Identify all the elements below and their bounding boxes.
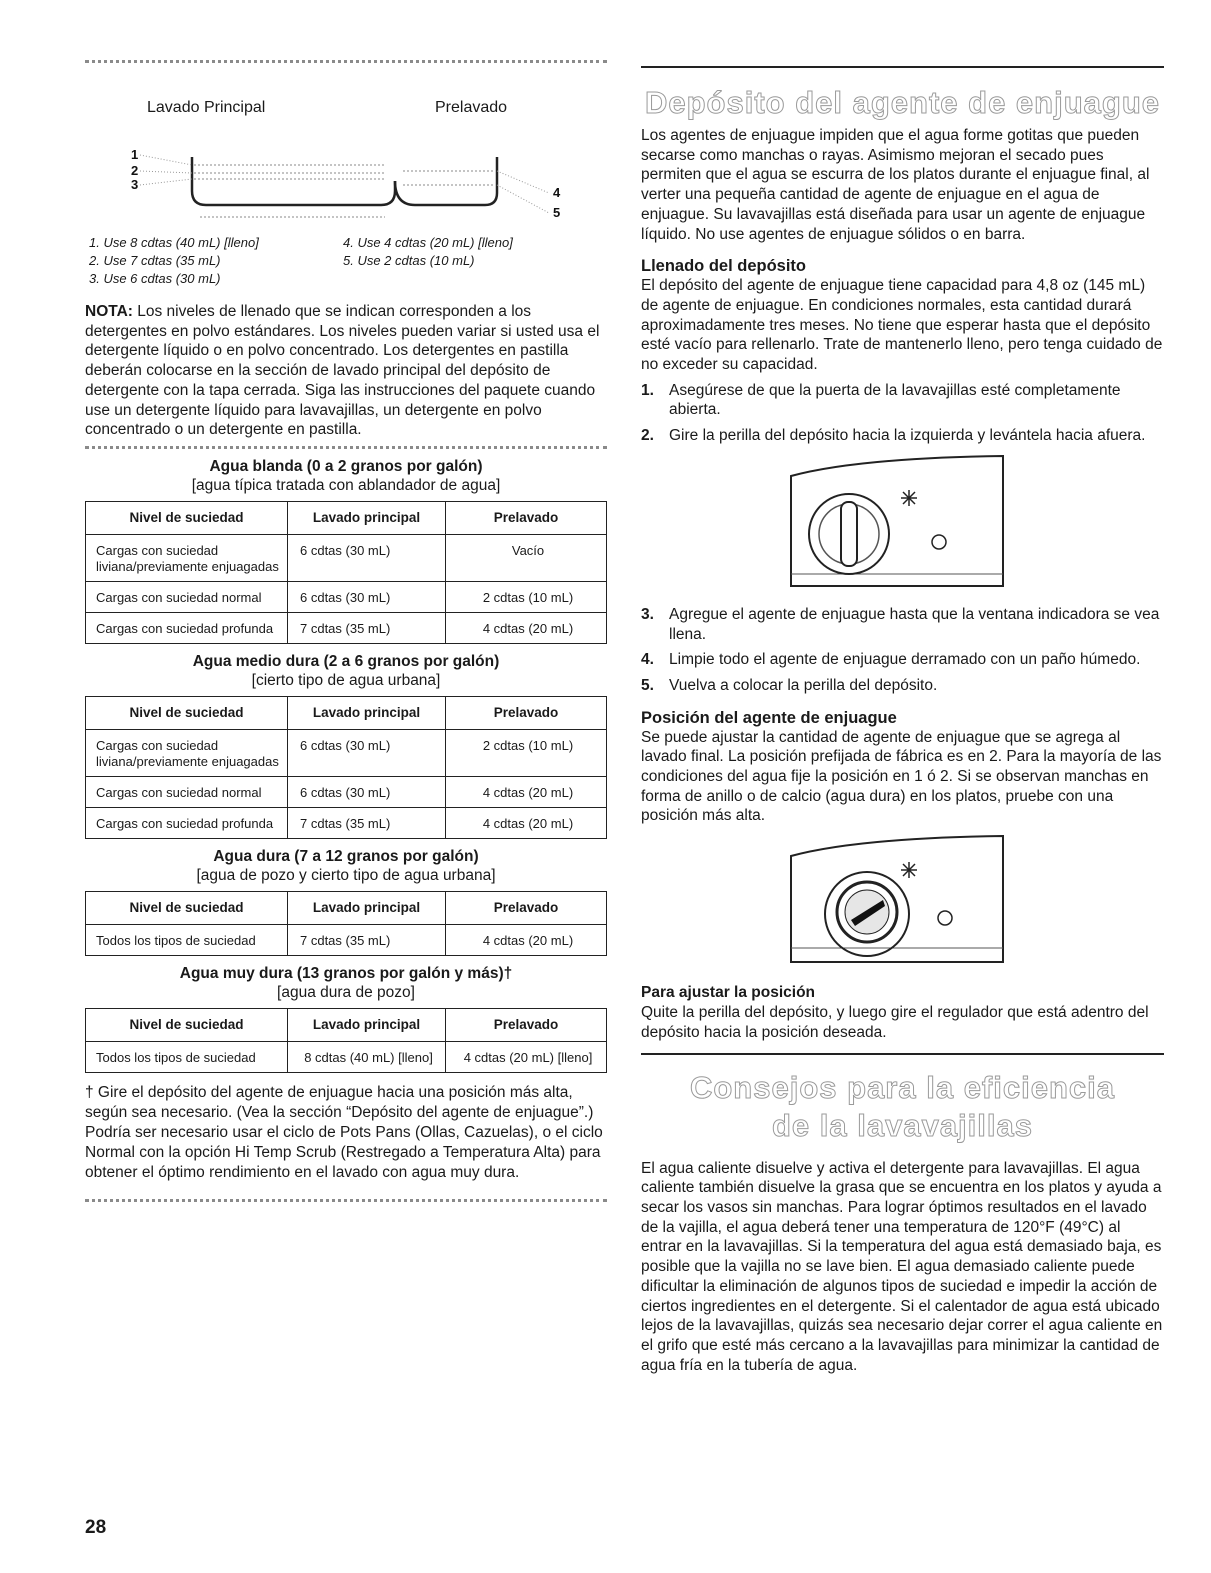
step-4: 4. Limpie todo el agente de enjuague derramado con un paño húmedo.: [641, 651, 1141, 669]
amount-1: 1. Use 8 cdtas (40 mL) [lleno]: [89, 235, 259, 250]
table-row: [86, 729, 607, 776]
step-5: 5. Vuelva a colocar la perilla del depósito.: [641, 676, 938, 694]
marker-4: 4: [553, 185, 561, 200]
table-cell: 6 cdtas (30 mL): [288, 581, 446, 612]
footnote: † Gire el depósito del agente de enjuague hacia una posición más alta, según sea necesario. (Vea la sección “Depósito del agente de enjuague”.) Podría ser necesario usar el ciclo de Pots Pans (Ollas, Cazuelas), o el ciclo Normal con la opción Hi Temp Scrub (Restregado a Temperatura Alta) para obtener el óptimo rendimiento en el lavado con agua muy dura.: [85, 1083, 603, 1181]
nota-text: Los niveles de llenado que se indican corresponden a los detergentes en polvo estándares. Los niveles pueden variar si usted usa el detergente líquido o en polvo concentrado. Los detergentes en pastilla deberán colocarse en la sección de lavado principal del depósito de detergente con la tapa cerrada. Siga las instrucciones del paquete cuando use un detergente líquido para lavavajillas, un detergente en polvo concentrado o un detergente en pastilla.: [85, 303, 600, 439]
nota-label: NOTA:: [85, 303, 133, 320]
amount-2: 2. Use 7 cdtas (35 mL): [89, 253, 221, 268]
table-cell: Cargas con suciedad normal: [86, 581, 288, 612]
indicator-window-icon: [932, 535, 946, 549]
table-title: Agua medio dura (2 a 6 granos por galón): [192, 652, 500, 670]
fill-text: El depósito del agente de enjuague tiene capacidad para 4,8 oz (145 mL) de agente de enjuague. En condiciones normales, esta cantidad durará aproximadamente tres meses. No tiene que esperar hasta que el depósito esté vacío para rellenarlo. Trate de mantenerlo lleno, pero tenga cuidado de no exceder su capacidad.: [641, 277, 1163, 374]
table-subtitle: [cierto tipo de agua urbana]: [251, 671, 441, 689]
table-cell: Todos los tipos de suciedad: [86, 1041, 288, 1072]
column-header-lavado: Lavado principal: [288, 1008, 446, 1041]
steps-list-a: [641, 381, 1164, 446]
amount-3: 3. Use 6 cdtas (30 mL): [89, 271, 221, 286]
dispenser-knob-figure: [787, 454, 1007, 594]
amount-4: 4. Use 4 cdtas (20 mL) [lleno]: [343, 235, 513, 250]
table-title: Agua blanda (0 a 2 granos por galón): [209, 457, 483, 475]
position-text: Se puede ajustar la cantidad de agente de enjuague que se agrega al lavado final. La posición prefijada de fábrica es en 2. Para la mayoría de las condiciones del agua fije la posición en 1 ó 2. Si se observan manchas en forma de anillo o de calcio (agua dura) en los platos, pruebe con una posición más alta.: [641, 728, 1162, 825]
table-title: Agua muy dura (13 granos por galón y más)†: [179, 964, 513, 982]
column-header-prelavado: Prelavado: [446, 891, 607, 924]
table-row: [86, 612, 607, 643]
left-column: [85, 56, 607, 1202]
table-title: Agua dura (7 a 12 granos por galón): [213, 847, 479, 865]
dosage-table: [85, 1008, 607, 1073]
dispenser-dial-figure: [787, 834, 1007, 970]
marker-3: 3: [131, 177, 139, 192]
rinse-aid-title: Depósito del agente de enjuague: [644, 85, 1161, 120]
marker-2: 2: [131, 163, 139, 178]
section-dotted-rule: [85, 446, 607, 449]
fill-amounts: [85, 234, 607, 288]
table-cell: Todos los tipos de suciedad: [86, 924, 288, 955]
table-cell: 8 cdtas (40 mL) [lleno]: [288, 1041, 446, 1072]
table-cell: Cargas con suciedad normal: [86, 776, 288, 807]
table-cell: 6 cdtas (30 mL): [288, 776, 446, 807]
label-prewash: Prelavado: [435, 99, 508, 116]
bottom-dotted-rule: [85, 1199, 607, 1202]
table-cell: 4 cdtas (20 mL) [lleno]: [446, 1041, 607, 1072]
dosage-table: [85, 891, 607, 956]
step-2: 2. Gire la perilla del depósito hacia la izquierda y levántela hacia afuera.: [641, 427, 1146, 445]
table-cell: Cargas con suciedad liviana/previamente enjuagadas: [86, 729, 288, 776]
table-cell: Vacío: [446, 534, 607, 581]
amount-5: 5. Use 2 cdtas (10 mL): [343, 253, 475, 268]
rinse-intro: Los agentes de enjuague impiden que el agua forme gotitas que pueden secarse como manchas o rayas. Asimismo mejoran el secado pues permiten que el agua se escurra de los platos durante el enjuague final, al verter una pequeña cantidad de agente de enjuague en el agua de enjuague. Su lavavajillas está diseñada para usar un agente de enjuague líquido. No use agentes de enjuague sólidos o en barra.: [641, 127, 1150, 243]
right-column: [641, 56, 1164, 1375]
dial-icon: [825, 872, 909, 956]
hardness-tables: [85, 457, 607, 1073]
step-3: 3. Agregue el agente de enjuague hasta que la ventana indicadora se vea llena.: [641, 605, 1160, 643]
column-header-lavado: Lavado principal: [288, 501, 446, 534]
page-number: 28: [85, 1517, 107, 1538]
table-row: [86, 534, 607, 581]
table-row: [86, 807, 607, 838]
table-cell: 7 cdtas (35 mL): [288, 807, 446, 838]
adjust-text: Quite la perilla del depósito, y luego gire el regulador que está adentro del depósito hacia la posición deseada.: [641, 1004, 1149, 1041]
table-cell: 4 cdtas (20 mL): [446, 807, 607, 838]
table-cell: 4 cdtas (20 mL): [446, 612, 607, 643]
table-cell: Cargas con suciedad liviana/previamente enjuagadas: [86, 534, 288, 581]
indicator-window-icon-2: [938, 911, 952, 925]
column-header-nivel: Nivel de suciedad: [86, 696, 288, 729]
column-header-prelavado: Prelavado: [446, 696, 607, 729]
diagram-labels: [85, 63, 607, 116]
tips-text: El agua caliente disuelve y activa el detergente para lavavajillas. El agua caliente también disuelve la grasa que se encuentra en los platos y ayuda a secar los vasos sin manchas. Para lograr óptimos resultados en el lavado de la vajilla, el agua deberá tener una temperatura de 120°F (49°C) al entrar en la lavavajillas. Si la temperatura del agua está demasiado baja, es posible que la vajilla no se lave bien. El agua demasiado caliente puede dificultar la eliminación de algunos tipos de suciedad e impedir la acción de ciertos ingredientes en el detergente. Si el calentador de agua está ubicado lejos de la lavavajillas, quizás sea necesario dejar correr el agua caliente en el grifo que esté más cercano a la lavavajillas para minimizar la cantidad de agua fría en la tubería de agua.: [641, 1159, 1163, 1374]
position-heading: Posición del agente de enjuague: [641, 708, 897, 727]
table-row: [86, 1041, 607, 1072]
table-cell: Cargas con suciedad profunda: [86, 612, 288, 643]
table-cell: 6 cdtas (30 mL): [288, 534, 446, 581]
column-header-lavado: Lavado principal: [288, 891, 446, 924]
column-header-nivel: Nivel de suciedad: [86, 501, 288, 534]
tips-section-rule: [641, 1053, 1164, 1055]
tips-title-line-2: de la lavavajillas: [771, 1107, 1033, 1143]
sun-icon: [901, 490, 917, 506]
dosage-table: [85, 696, 607, 839]
knob-icon: [809, 494, 889, 574]
table-cell: 4 cdtas (20 mL): [446, 776, 607, 807]
rinse-section-rule: [641, 66, 1164, 68]
marker-1: 1: [131, 147, 139, 162]
marker-5: 5: [553, 205, 561, 220]
sun-icon-2: [901, 862, 917, 878]
table-row: [86, 924, 607, 955]
table-subtitle: [agua de pozo y cierto tipo de agua urbana]: [196, 866, 496, 884]
table-cell: 7 cdtas (35 mL): [288, 612, 446, 643]
table-cell: 6 cdtas (30 mL): [288, 729, 446, 776]
table-cell: 7 cdtas (35 mL): [288, 924, 446, 955]
step-1: 1. Asegúrese de que la puerta de la lavavajillas esté completamente abierta.: [641, 381, 1121, 419]
tips-title-line-1: Consejos para la eficiencia: [689, 1069, 1115, 1105]
nota-paragraph: [85, 302, 607, 440]
steps-list-b: [641, 605, 1164, 696]
label-main-wash: Lavado Principal: [147, 99, 266, 116]
table-cell: 4 cdtas (20 mL): [446, 924, 607, 955]
table-row: [86, 581, 607, 612]
table-subtitle: [agua típica tratada con ablandador de agua]: [191, 476, 501, 494]
table-subtitle: [agua dura de pozo]: [277, 983, 415, 1001]
table-row: [86, 776, 607, 807]
dosage-table: [85, 501, 607, 644]
detergent-cup-diagram: [85, 113, 607, 225]
table-cell: 2 cdtas (10 mL): [446, 581, 607, 612]
column-header-lavado: Lavado principal: [288, 696, 446, 729]
column-header-prelavado: Prelavado: [446, 501, 607, 534]
table-cell: 2 cdtas (10 mL): [446, 729, 607, 776]
column-header-prelavado: Prelavado: [446, 1008, 607, 1041]
column-header-nivel: Nivel de suciedad: [86, 891, 288, 924]
adjust-heading: Para ajustar la posición: [641, 984, 816, 1002]
table-cell: Cargas con suciedad profunda: [86, 807, 288, 838]
column-header-nivel: Nivel de suciedad: [86, 1008, 288, 1041]
fill-heading: Llenado del depósito: [641, 257, 807, 276]
